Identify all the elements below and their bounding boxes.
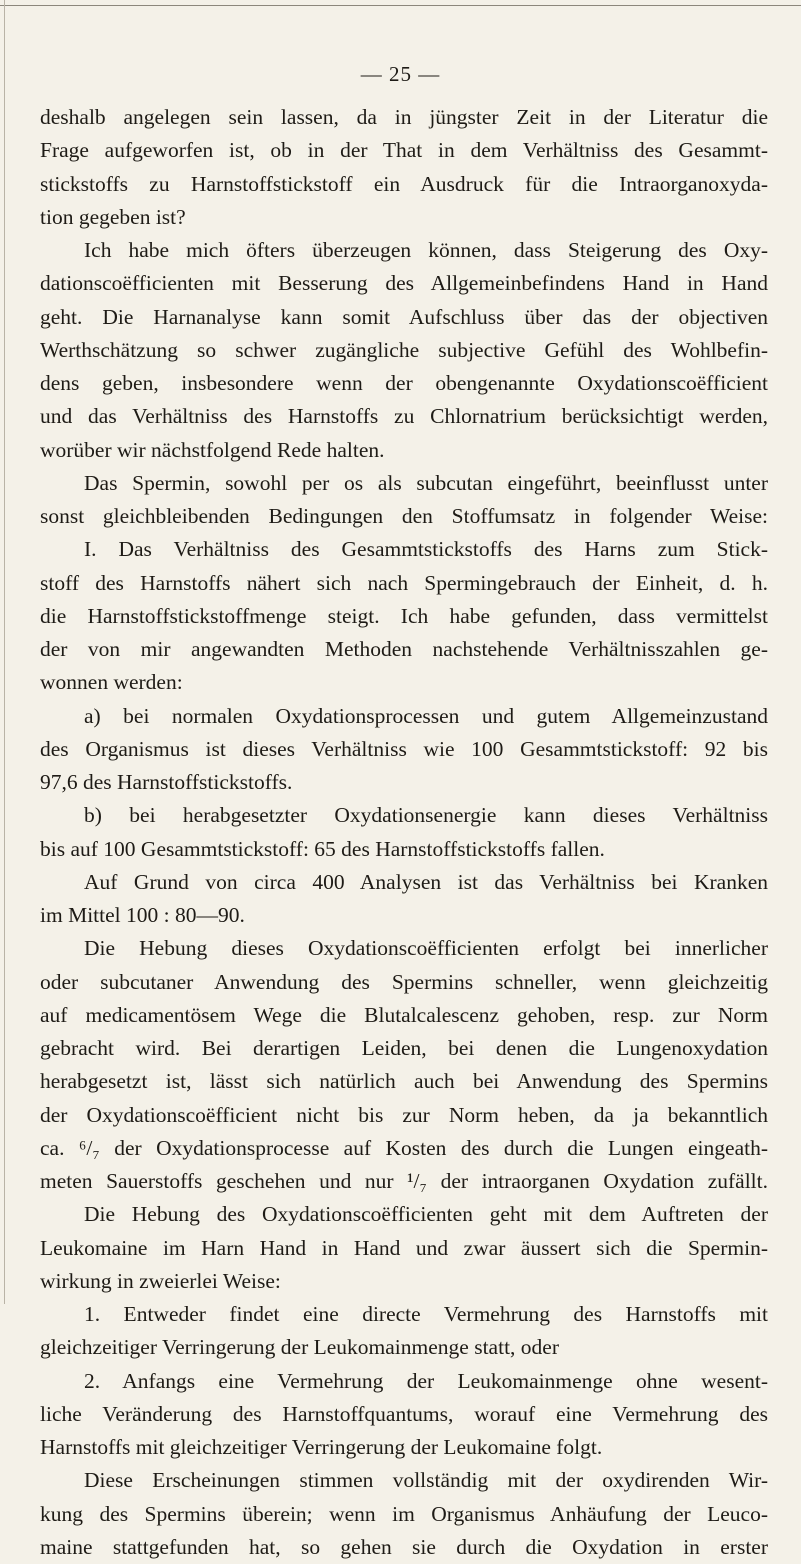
text-line: stoff des Harnstoffs nähert sich nach Spermingebrauch der Einheit, d. h. (40, 570, 768, 595)
text-line: geht. Die Harnanalyse kann somit Aufschluss über das der objectiven (40, 304, 768, 329)
text-line: Harnstoffs mit gleichzeitiger Verringerung der Leukomaine folgt. (40, 1435, 603, 1459)
text-line: des Organismus ist dieses Verhältniss wie 100 Gesammtstickstoff: 92 bis (40, 736, 768, 761)
text-line: 1. Entweder findet eine directe Vermehrung des Harnstoffs mit (84, 1302, 768, 1326)
text-line: der Oxydationscoëfficient nicht bis zur Norm heben, da ja bekanntlich (40, 1102, 768, 1127)
text-line: herabgesetzt ist, lässt sich natürlich auch bei Anwendung des Spermins (40, 1069, 768, 1094)
text-line: tion gegeben ist? (40, 204, 186, 229)
text-line: Diese Erscheinungen stimmen vollständig mit der oxydirenden Wir- (84, 1468, 768, 1493)
text-line: sonst gleichbleibenden Bedingungen den Stoffumsatz in folgender Weise: (40, 504, 768, 528)
text-line: dationscoëfficienten mit Besserung des Allgemeinbefindens Hand in Hand (40, 271, 768, 296)
page-edge-top (0, 5, 801, 6)
text-line: Das Spermin, sowohl per os als subcutan eingeführt, beeinflusst unter (84, 470, 768, 495)
text-line: 2. Anfangs eine Vermehrung der Leukomainmenge ohne wesent- (84, 1368, 768, 1393)
text-line: worüber wir nächstfolgend Rede halten. (40, 437, 385, 462)
text-line: maine stattgefunden hat, so gehen sie durch die Oxydation in erster (40, 1534, 768, 1559)
text-line: Leukomaine im Harn Hand in Hand und zwar äussert sich die Spermin- (40, 1235, 768, 1260)
text-line: wirkung in zweierlei Weise: (40, 1268, 281, 1293)
text-line: meten Sauerstoffs geschehen und nur ¹/₇ der intraorganen Oxydation zufällt. (40, 1169, 768, 1193)
text-line: und das Verhältniss des Harnstoffs zu Chlornatrium berücksichtigt werden, (40, 404, 768, 429)
text-line: a) bei normalen Oxydationsprocessen und gutem Allgemeinzustand (84, 703, 768, 728)
text-line: wonnen werden: (40, 670, 183, 695)
text-line: der von mir angewandten Methoden nachstehende Verhältnisszahlen ge- (40, 637, 768, 661)
text-line: Frage aufgeworfen ist, ob in der That in dem Verhältniss des Gesammt- (40, 138, 768, 163)
text-line: Auf Grund von circa 400 Analysen ist das Verhältniss bei Kranken (84, 869, 768, 894)
body-text (40, 101, 768, 1564)
text-line: oder subcutaner Anwendung des Spermins schneller, wenn gleichzeitig (40, 969, 768, 994)
text-line: Werthschätzung so schwer zugängliche subjective Gefühl des Wohlbefin- (40, 337, 768, 362)
text-line: kung des Spermins überein; wenn im Organismus Anhäufung der Leuco- (40, 1501, 768, 1526)
page-edge-left (4, 0, 5, 1304)
text-line: die Harnstoffstickstoffmenge steigt. Ich habe gefunden, dass vermittelst (40, 603, 768, 628)
text-line: gebracht wird. Bei derartigen Leiden, bei denen die Lungenoxydation (40, 1036, 768, 1060)
text-line: deshalb angelegen sein lassen, da in jüngster Zeit in der Literatur die (40, 105, 768, 129)
page-number: — 25 — (360, 62, 441, 86)
text-line: dens geben, insbesondere wenn der obengenannte Oxydationscoëfficient (40, 371, 768, 395)
text-line: Die Hebung dieses Oxydationscoëfficienten erfolgt bei innerlicher (84, 936, 768, 961)
text-line: gleichzeitiger Verringerung der Leukomainmenge statt, oder (40, 1335, 559, 1360)
text-line: Ich habe mich öfters überzeugen können, dass Steigerung des Oxy- (84, 238, 768, 262)
text-line: im Mittel 100 : 80—90. (40, 903, 245, 927)
text-line: bis auf 100 Gesammtstickstoff: 65 des Harnstoffstickstoffs fallen. (40, 836, 605, 861)
text-line: stickstoffs zu Harnstoffstickstoff ein Ausdruck für die Intraorganoxyda- (40, 171, 768, 196)
text-line: b) bei herabgesetzter Oxydationsenergie kann dieses Verhältniss (84, 803, 768, 828)
text-line: 97,6 des Harnstoffstickstoffs. (40, 770, 293, 794)
text-line: auf medicamentösem Wege die Blutalcalescenz gehoben, resp. zur Norm (40, 1002, 768, 1027)
text-line: Die Hebung des Oxydationscoëfficienten geht mit dem Auftreten der (84, 1202, 768, 1227)
text-line: liche Veränderung des Harnstoffquantums, worauf eine Vermehrung des (40, 1401, 768, 1426)
text-line: I. Das Verhältniss des Gesammtstickstoffs des Harns zum Stick- (84, 537, 768, 562)
text-line: ca. ⁶/₇ der Oxydationsprocesse auf Kosten des durch die Lungen eingeath- (40, 1135, 768, 1160)
